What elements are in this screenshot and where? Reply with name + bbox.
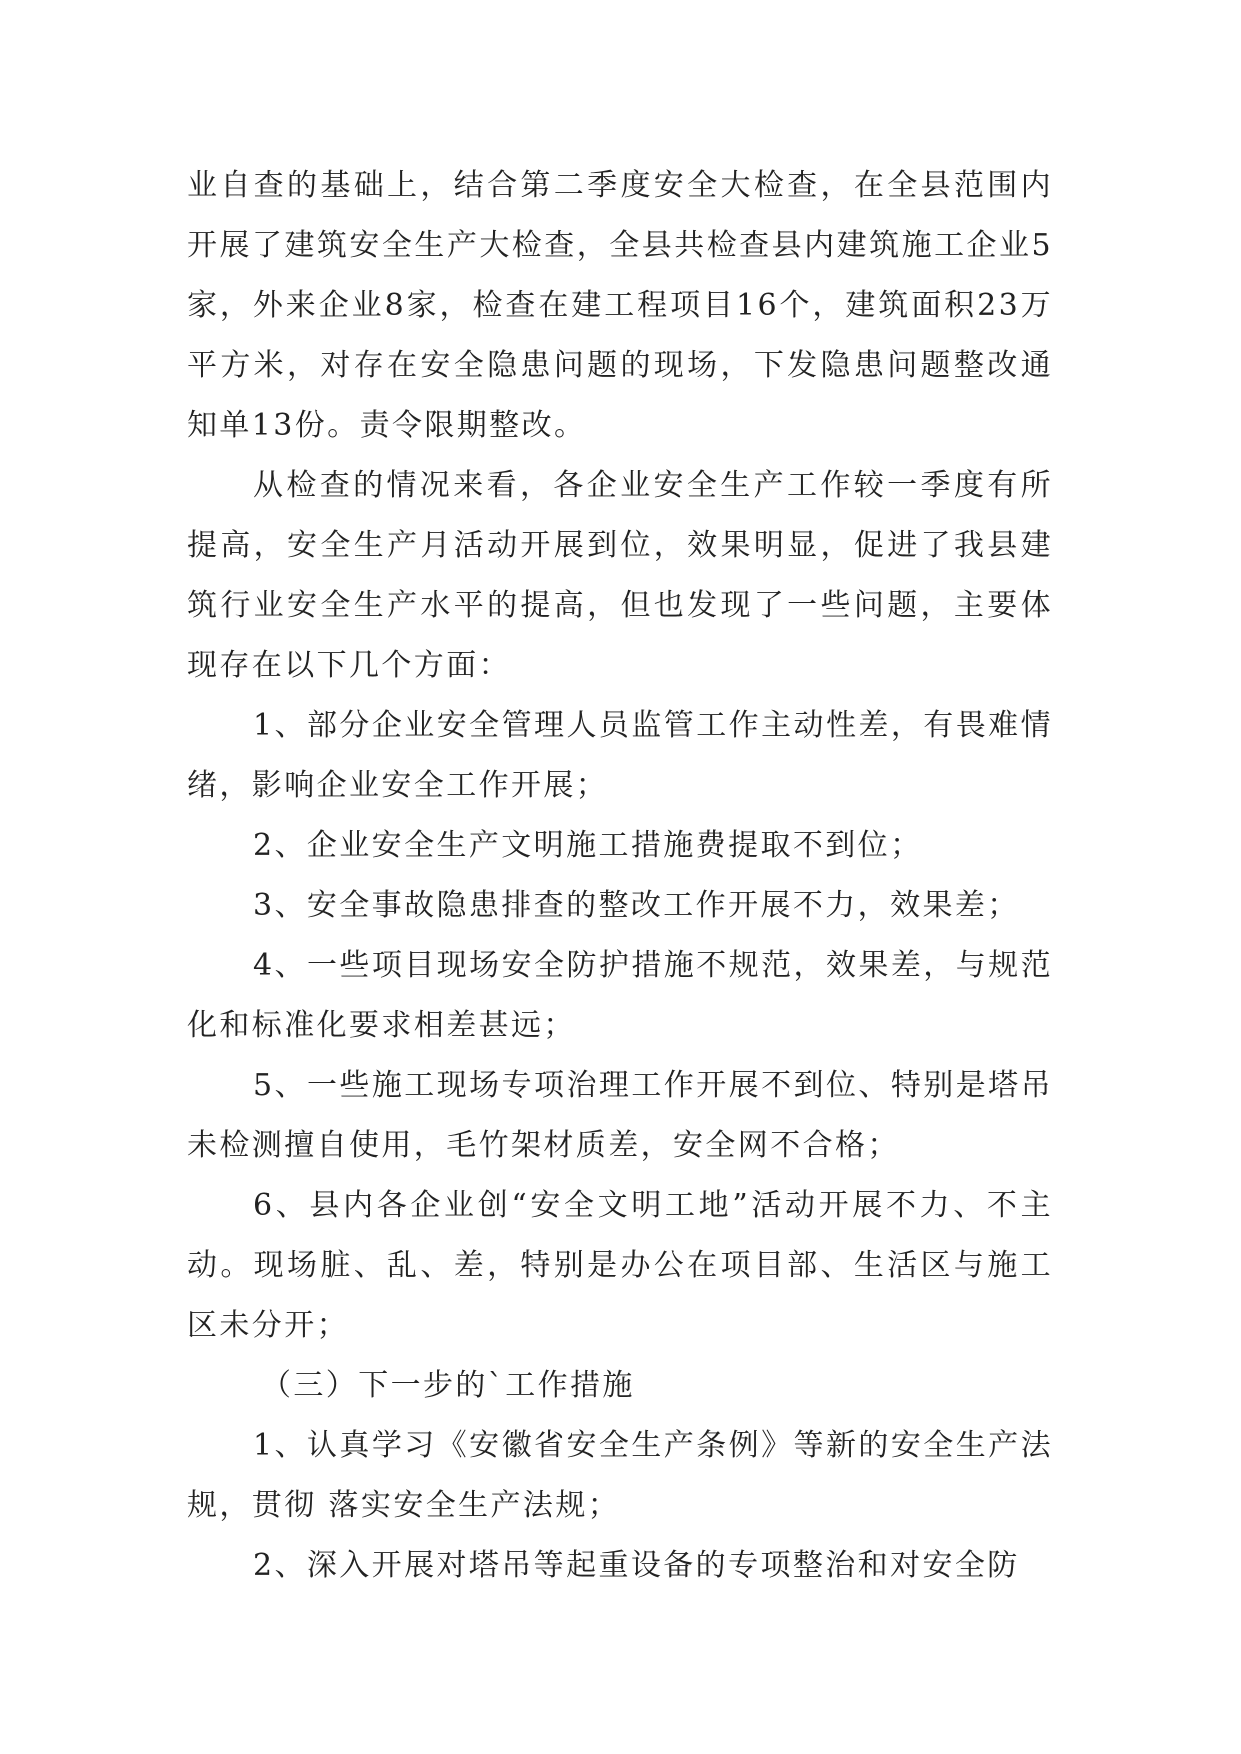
paragraph-inspection-summary: 业自查的基础上，结合第二季度安全大检查，在全县范围内开展了建筑安全生产大检查，全县共检查县内建筑施工企业5家，外来企业8家，检查在建工程项目16个，建筑面积23万平方米，对存在安全隐患问题的现场，下发隐患问题整改通知单13份。责令限期整改。 bbox=[187, 168, 1053, 443]
problem-item-2: 2、企业安全生产文明施工措施费提取不到位； bbox=[253, 828, 923, 863]
problem-item-4: 4、一些项目现场安全防护措施不规范，效果差，与规范化和标准化要求相差甚远； bbox=[187, 948, 1053, 1043]
problem-item-6: 6、县内各企业创“安全文明工地”活动开展不力、不主动。现场脏、乱、差，特别是办公在项目部、生活区与施工区未分开； bbox=[187, 1188, 1053, 1343]
problem-item-1: 1、部分企业安全管理人员监管工作主动性差，有畏难情绪，影响企业安全工作开展； bbox=[187, 708, 1053, 803]
measure-item-2: 2、深入开展对塔吊等起重设备的专项整治和对安全防 bbox=[253, 1548, 1020, 1583]
section-heading-next-steps: （三）下一步的`工作措施 bbox=[261, 1368, 635, 1403]
measure-item-1: 1、认真学习《安徽省安全生产条例》等新的安全生产法规，贯彻 落实安全生产法规； bbox=[187, 1428, 1053, 1523]
paragraph-inspection-findings: 从检查的情况来看，各企业安全生产工作较一季度有所提高，安全生产月活动开展到位，效果明显，促进了我县建筑行业安全生产水平的提高，但也发现了一些问题，主要体现存在以下几个方面： bbox=[187, 468, 1053, 683]
document-body bbox=[187, 156, 1053, 1596]
problem-item-3: 3、安全事故隐患排查的整改工作开展不力，效果差； bbox=[253, 888, 1020, 923]
problem-item-5: 5、一些施工现场专项治理工作开展不到位、特别是塔吊未检测擅自使用，毛竹架材质差，安全网不合格； bbox=[187, 1068, 1053, 1163]
